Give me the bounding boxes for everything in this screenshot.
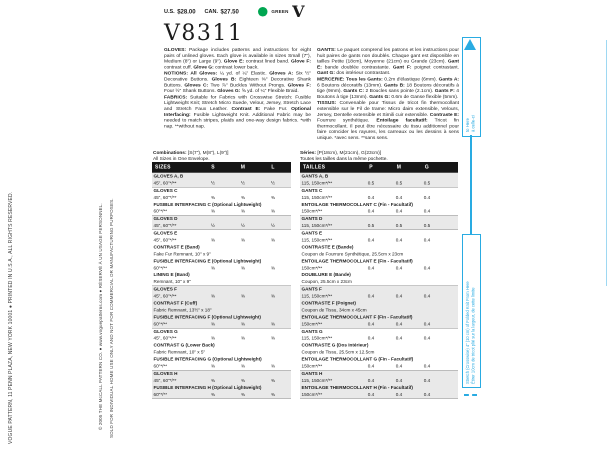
table-row: GANTS A, B (301, 173, 329, 179)
yardage-table-french (300, 162, 458, 399)
table-row: GANTS E (301, 230, 323, 236)
website-vertical-text: © 2005 THE McCALL PATTERN CO. ● www.voguepatterns.com ● RÉSERVÉ À UN USAGE PERSONNEL. (98, 203, 103, 430)
table-row: 115, 150cm*/** 0.5 0.5 0.5 (301, 223, 431, 229)
table-row: GLOVES G (153, 328, 178, 334)
green-dot-icon (258, 7, 268, 17)
table-row: Coupon de Fourrure Synthétique, 25.5cm x 23cm (301, 251, 404, 257)
table-row: 150cm*/** 0.4 0.4 0.4 (301, 208, 431, 214)
table-row: Fake Fur Remnant, 10" x 9" (153, 251, 211, 257)
table-row: 60"*/** ⅜ ⅜ ⅜ (153, 363, 275, 369)
envelope-back (150, 0, 480, 450)
paragraph: FABRICS: Suitable for Fabrics with Crosswise Stretch: Fusible Lightweight Knit; Stretch Micro Suede, Velour, Jersey, Stretch Lace and Stretch Faux Leather. Contrast E: Fake Fur. Optional Interfacing: Fusible Lightweight Knit. Additional Fabric may be needed to match stripes, plaids and one-way design fabrics. *with nap. **without nap. (164, 94, 311, 129)
stretch-gauge-top (462, 37, 481, 137)
table-group (152, 215, 291, 229)
table-row: FUSIBLE INTERFACING E (Optional Lightweight) (153, 258, 262, 264)
combinations-french (300, 150, 458, 162)
table-row: CONTRASTE F (Poignet) (301, 300, 356, 306)
table-group (300, 328, 458, 370)
table-row: 60"*/** ⅜ ⅜ ⅜ (153, 265, 275, 271)
pattern-number: V8311 (164, 20, 244, 46)
table-group (300, 230, 458, 286)
table-row: 115, 150cm*/** 0.4 0.4 0.4 (301, 237, 431, 243)
table-row: DOUBLURE E (Bande) (301, 272, 351, 278)
envelope-edge-line (606, 40, 607, 286)
table-row: Fabric Remnant, 10" x 5" (153, 349, 206, 355)
table-row: 150cm*/** 0.4 0.4 0.4 (301, 321, 431, 327)
table-row: GANTS G (301, 328, 323, 334)
vogue-v-logo: V (292, 2, 305, 21)
paragraph: GANTS: Le paquet comprend les patrons et les instructions pour huit paires de gants non doublés. Chaque gant est disponible en tailles Petite (18cm), Moyenne (21cm) ou Grande (23cm). Gant E: bande doublée contrastante. Gant F: poignet contrastant. Gant G: dos intérieur contrastant. (317, 47, 459, 76)
table-row: CONTRAST G (Lower Back) (153, 342, 215, 348)
table-row: FUSIBLE INTERFACING C (Optional Lightweight) (153, 201, 262, 207)
table-row: ENTOILAGE THERMOCOLLANT C (Fin - Facultatif) (301, 201, 413, 207)
stretch-gauge-bottom-label (465, 281, 476, 384)
paragraph: GLOVES: Package includes patterns and instructions for eight pairs of unlined gloves. Each glove is available in sizes Small (7"), Medium (8") or Large (9"). Glove E: contrast lined band. Glove F: contrast cuff. Glove G: contrast lower back. (164, 47, 311, 70)
table-group (300, 187, 458, 215)
table-row: ENTOILAGE THERMOCOLLANT G (Fin - Facultatif) (301, 356, 414, 362)
copyright-vertical-text: VOGUE PATTERN, 11 PENN PLAZA, NEW YORK 10001 ● PRINTED IN U.S.A., ALL RIGHTS RESERVED. (8, 191, 14, 444)
table-row: FUSIBLE INTERFACING F (Optional Lightweight) (153, 314, 261, 320)
table-row: 45", 60"*/** ½ ½ ½ (153, 223, 275, 229)
combinations-label: Combinations: (153, 150, 187, 156)
series-label: Séries: (300, 150, 316, 156)
table-row: 45", 60"*/** ⅜ ⅜ ⅜ (153, 335, 275, 341)
table-row: 150cm*/** 0.4 0.4 0.4 (301, 391, 431, 397)
table-row: 60"*/** ⅜ ⅜ ⅜ (153, 208, 275, 214)
price-row (164, 2, 305, 21)
table-group (152, 286, 291, 328)
table-row: 45", 60"*/** ⅜ ⅜ ⅜ (153, 293, 275, 299)
table-row: CONTRASTE G (Dos Intérieur) (301, 342, 369, 348)
table-row: GANTS H (301, 370, 323, 376)
english-description (164, 47, 311, 153)
notch-mark-icon (464, 394, 477, 396)
paragraph: TISSUS: Convenable pour Tissus de tricot fin thermocollant extensible sur le Fil de trame: Micro daim extensible, Velours, Jersey, Dentelle extensible et Simili cuir extensible. Contraste E: Fourrure synthétique. Entoilage facultatif: Tricot fin thermocollant. Il peut être nécessaire du tissu additionnel pour faire coïncider les rayures, les carreaux ou les dessins à sens unique. *avec sens. **sans sens. (317, 100, 459, 141)
table-row: 150cm*/** 0.4 0.4 0.4 (301, 363, 431, 369)
stretch-gauge-top-label (465, 115, 476, 132)
table-row: LINING E (Band) (153, 272, 190, 278)
table-row: 45", 60"*/** ⅜ ⅜ ⅜ (153, 377, 275, 383)
table-row: Coupon de Tissu, 34cm x 45cm (301, 307, 367, 313)
table-group (300, 215, 458, 229)
table-row: GANTS C (301, 187, 323, 193)
table-header: TAILLES P M G (300, 162, 458, 173)
table-group (152, 187, 291, 215)
gauge-instruction-fr: Étirer 10cm de tricot plié sur la largeur, de cette limite (471, 287, 476, 384)
table-row: GLOVES E (153, 230, 178, 236)
table-row: Coupon, 25.5cm x 23cm (301, 279, 352, 285)
table-row: GLOVES F (153, 286, 178, 292)
table-group (300, 173, 458, 187)
table-row: 115, 150cm*/** 0.4 0.4 0.4 (301, 335, 431, 341)
gauge-label-fr: à celle-ci (470, 115, 476, 132)
table-row: 45", 60"*/** ⅜ ⅜ ⅜ (153, 237, 275, 243)
table-row: CONTRAST E (Band) (153, 244, 200, 250)
all-sizes-note: All Sizes in One Envelope. (153, 155, 210, 162)
table-group (152, 328, 291, 370)
paragraph: MERCERIE: Tous les Gants: 0.2m d'élastique (6mm). Gants A: 6 Boutons décoratifs (13mm). Gants B: 18 Boutons décoratifs à tige (9mm). Gants C: 2 Boucles sans pointe (2.1cm). Gants F: 4 Boutons à tige (13mm). Gants G: 0.6m de Ganse flexible (5mm). (317, 76, 459, 100)
stretch-gauge-bottom (462, 234, 481, 388)
combinations-value: [S(7"), M(8"), L(9")] (186, 150, 229, 156)
table-row: Fabric Remnant, 13½" x 18" (153, 307, 212, 313)
table-row: Coupon de Tissu, 25.5cm x 12.5cm (301, 349, 375, 355)
table-row: CONTRAST F (Cuff) (153, 300, 198, 306)
price-us-label: U.S. (164, 8, 175, 15)
table-group (152, 230, 291, 286)
price-can-value: $27.50 (220, 8, 239, 15)
series-value: [P(18cm), M(21cm), G(23cm)] (316, 150, 382, 156)
table-group (152, 173, 291, 187)
stretch-gauge-line (470, 135, 472, 234)
table-row: CONTRASTE E (Bande) (301, 244, 354, 250)
paragraph: NOTIONS: All Gloves: ¼ yd. of ¼" Elastic. Gloves A: Six ½" Decorative Buttons. Gloves B: Eighteen ⅜" Decorative Shank Buttons. Gloves C: Two ⅞" Buckles Without Prongs. Gloves F: Four ½" Shank Buttons. Gloves G: ⅝ yd. of ¼" Flexible Braid. (164, 70, 311, 94)
gauge-label-en: to Here (465, 118, 470, 132)
table-header: SIZES S M L (152, 162, 291, 173)
price-us-value: $28.00 (177, 8, 196, 15)
usage-vertical-text: SOLD FOR INDIVIDUAL HOME USE ONLY AND NOT FOR COMMERCIAL OR MANUFACTURING PURPOSES. (109, 198, 114, 438)
toutes-tailles-note: Toutes les tailles dans la même pochette. (300, 155, 388, 162)
table-row: 60"*/** ⅜ ⅜ ⅜ (153, 391, 275, 397)
table-group (152, 370, 291, 399)
table-row: Remnant, 10" x 9" (153, 279, 191, 285)
gauge-instruction-en: Stretch (Crosswise) 4" (10 cm) of Folded Knit From Here (465, 281, 470, 384)
table-row: 115, 150cm*/** 0.5 0.5 0.5 (301, 180, 431, 186)
table-row: FUSIBLE INTERFACING G (Optional Lightweight) (153, 356, 262, 362)
table-row: 45", 60"*/** ⅜ ⅜ ⅜ (153, 194, 275, 200)
table-row: 45", 60"*/** ½ ½ ½ (153, 180, 275, 186)
table-group (300, 370, 458, 399)
table-row: GLOVES H (153, 370, 178, 376)
table-row: GANTS F (301, 286, 322, 292)
table-row: GLOVES C (153, 187, 178, 193)
table-row: ENTOILAGE THERMOCOLLANT E (Fin - Facultatif) (301, 258, 413, 264)
yardage-table-english (152, 162, 291, 399)
table-row: 115, 150cm*/** 0.4 0.4 0.4 (301, 377, 431, 383)
table-row: 115, 150cm*/** 0.4 0.4 0.4 (301, 194, 431, 200)
table-row: GLOVES A, B (153, 173, 184, 179)
price-can-label: CAN. (204, 8, 218, 15)
table-row: 60"*/** ⅜ ⅜ ⅜ (153, 321, 275, 327)
table-row: FUSIBLE INTERFACING H (Optional Lightweight) (153, 384, 262, 390)
french-description (317, 47, 459, 153)
table-row: GLOVES D (153, 216, 178, 222)
green-category-label: GREEN (271, 9, 289, 14)
table-row: 115, 150cm*/** 0.4 0.4 0.4 (301, 293, 431, 299)
arrow-up-icon (464, 39, 476, 50)
table-group (300, 286, 458, 328)
table-row: GANTS D (301, 216, 323, 222)
combinations-english (153, 150, 308, 162)
table-row: ENTOILAGE THERMOCOLLANT F (Fin - Facultatif) (301, 314, 413, 320)
table-row: ENTOILAGE THERMOCOLLANT H (Fin - Facultatif) (301, 384, 413, 390)
table-row: 150cm*/** 0.4 0.4 0.4 (301, 265, 431, 271)
